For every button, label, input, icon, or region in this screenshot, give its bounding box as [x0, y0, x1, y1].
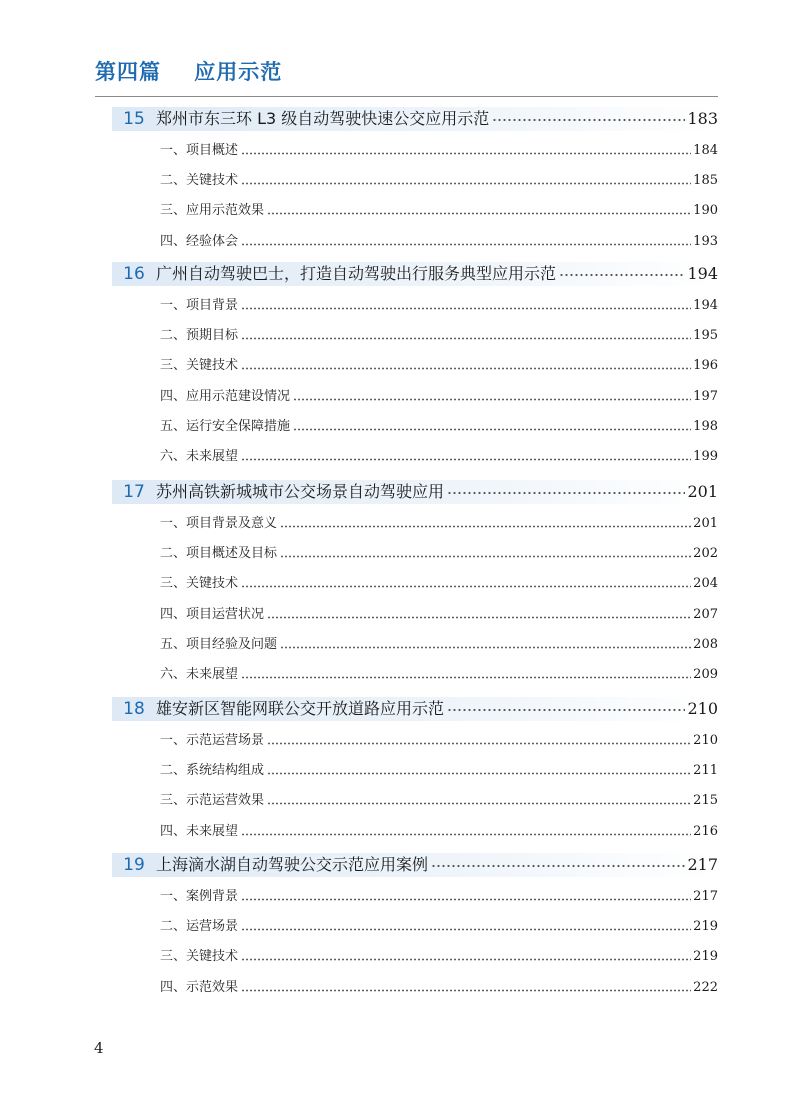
dot-leader	[241, 831, 691, 837]
dot-leader	[241, 150, 691, 156]
toc-section-row[interactable]	[160, 761, 718, 781]
toc-section-row[interactable]	[160, 822, 718, 842]
section-page-number: 207	[693, 607, 718, 622]
dot-leader	[280, 644, 691, 650]
section-title: 六、未来展望	[160, 667, 239, 682]
section-title: 四、未来展望	[160, 824, 239, 839]
section-title: 四、项目运营状况	[160, 607, 265, 622]
toc-chapter-row[interactable]	[112, 697, 718, 721]
chapter-number: 15	[123, 109, 145, 129]
section-title: 二、项目概述及目标	[160, 546, 278, 561]
chapter-number: 16	[123, 264, 145, 284]
toc-section-row[interactable]	[160, 544, 718, 564]
section-page-number: 197	[693, 389, 718, 404]
toc-section-row[interactable]	[160, 232, 718, 252]
section-title: 一、项目概述	[160, 143, 239, 158]
section-page-number: 184	[693, 143, 718, 158]
dot-leader	[241, 987, 691, 993]
dot-leader	[447, 706, 685, 714]
title-rule	[95, 96, 718, 97]
toc-section-row[interactable]	[160, 978, 718, 998]
chapter-title: 苏州高铁新城城市公交场景自动驾驶应用	[156, 482, 445, 501]
dot-leader	[431, 862, 685, 870]
dot-leader	[492, 116, 685, 124]
toc-chapter-row[interactable]	[112, 480, 718, 504]
section-page-number: 190	[693, 203, 718, 218]
chapter-title: 雄安新区智能网联公交开放道路应用示范	[156, 699, 445, 718]
dot-leader	[241, 583, 691, 589]
section-page-number: 215	[693, 793, 718, 808]
section-page-number: 196	[693, 358, 718, 373]
dot-leader	[447, 489, 685, 497]
toc-section-row[interactable]	[160, 447, 718, 467]
dot-leader	[241, 956, 691, 962]
section-page-number: 217	[693, 889, 718, 904]
section-title: 一、示范运营场景	[160, 733, 265, 748]
chapter-number: 19	[123, 855, 145, 875]
section-title: 三、示范运营效果	[160, 793, 265, 808]
toc-section-row[interactable]	[160, 731, 718, 751]
section-title: 四、应用示范建设情况	[160, 389, 291, 404]
toc-chapter-row[interactable]	[112, 853, 718, 877]
chapter-number: 17	[123, 482, 145, 502]
chapter-title: 郑州市东三环 L3 级自动驾驶快速公交应用示范	[156, 109, 490, 128]
toc-section-row[interactable]	[160, 296, 718, 316]
section-title: 三、关键技术	[160, 949, 239, 964]
chapter-page-number: 201	[687, 482, 718, 501]
toc-section-row[interactable]	[160, 947, 718, 967]
toc-section-row[interactable]	[160, 171, 718, 191]
section-title: 四、示范效果	[160, 980, 239, 995]
section-title: 四、经验体会	[160, 234, 239, 249]
section-title: 二、运营场景	[160, 919, 239, 934]
toc-section-row[interactable]	[160, 326, 718, 346]
chapter-title: 广州自动驾驶巴士，打造自动驾驶出行服务典型应用示范	[156, 264, 557, 283]
dot-leader	[267, 800, 691, 806]
section-page-number: 222	[693, 980, 718, 995]
section-page-number: 202	[693, 546, 718, 561]
chapter-title: 上海滴水湖自动驾驶公交示范应用案例	[156, 855, 429, 874]
section-title: 二、关键技术	[160, 173, 239, 188]
toc-section-row[interactable]	[160, 635, 718, 655]
toc-section-row[interactable]	[160, 574, 718, 594]
toc-section-row[interactable]	[160, 201, 718, 221]
dot-leader	[241, 896, 691, 902]
dot-leader	[267, 740, 691, 746]
part-title: 第四篇 应用示范	[95, 60, 283, 84]
section-page-number: 204	[693, 576, 718, 591]
section-title: 二、预期目标	[160, 328, 239, 343]
section-page-number: 199	[693, 449, 718, 464]
dot-leader	[241, 305, 691, 311]
section-title: 三、关键技术	[160, 576, 239, 591]
dot-leader	[280, 553, 691, 559]
chapter-page-number: 217	[687, 855, 718, 874]
dot-leader	[267, 770, 691, 776]
section-title: 五、运行安全保障措施	[160, 419, 291, 434]
section-title: 三、应用示范效果	[160, 203, 265, 218]
section-page-number: 185	[693, 173, 718, 188]
toc-section-row[interactable]	[160, 665, 718, 685]
section-title: 五、项目经验及问题	[160, 637, 278, 652]
toc-chapter-row[interactable]	[112, 262, 718, 286]
dot-leader	[293, 396, 691, 402]
section-title: 二、系统结构组成	[160, 763, 265, 778]
toc-section-row[interactable]	[160, 141, 718, 161]
section-page-number: 198	[693, 419, 718, 434]
chapter-number: 18	[123, 699, 145, 719]
dot-leader	[267, 614, 691, 620]
dot-leader	[241, 674, 691, 680]
dot-leader	[241, 456, 691, 462]
dot-leader	[241, 180, 691, 186]
dot-leader	[293, 426, 691, 432]
toc-section-row[interactable]	[160, 791, 718, 811]
section-title: 一、项目背景	[160, 298, 239, 313]
toc-section-row[interactable]	[160, 605, 718, 625]
toc-section-row[interactable]	[160, 387, 718, 407]
section-page-number: 193	[693, 234, 718, 249]
section-title: 一、案例背景	[160, 889, 239, 904]
section-page-number: 209	[693, 667, 718, 682]
section-page-number: 219	[693, 919, 718, 934]
dot-leader	[241, 926, 691, 932]
section-title: 三、关键技术	[160, 358, 239, 373]
section-page-number: 208	[693, 637, 718, 652]
toc-section-row[interactable]	[160, 514, 718, 534]
section-page-number: 194	[693, 298, 718, 313]
toc-section-row[interactable]	[160, 917, 718, 937]
dot-leader	[241, 365, 691, 371]
dot-leader	[559, 271, 685, 279]
section-page-number: 211	[693, 763, 718, 778]
dot-leader	[280, 523, 691, 529]
section-page-number: 219	[693, 949, 718, 964]
section-page-number: 195	[693, 328, 718, 343]
dot-leader	[267, 210, 691, 216]
dot-leader	[241, 241, 691, 247]
dot-leader	[241, 335, 691, 341]
toc-section-row[interactable]	[160, 887, 718, 907]
section-page-number: 216	[693, 824, 718, 839]
page-folio: 4	[94, 1039, 104, 1057]
section-page-number: 210	[693, 733, 718, 748]
section-title: 一、项目背景及意义	[160, 516, 278, 531]
section-page-number: 201	[693, 516, 718, 531]
chapter-page-number: 210	[687, 699, 718, 718]
chapter-page-number: 183	[687, 109, 718, 128]
chapter-page-number: 194	[687, 264, 718, 283]
toc-section-row[interactable]	[160, 417, 718, 437]
toc-chapter-row[interactable]	[112, 107, 718, 131]
toc-section-row[interactable]	[160, 356, 718, 376]
section-title: 六、未来展望	[160, 449, 239, 464]
